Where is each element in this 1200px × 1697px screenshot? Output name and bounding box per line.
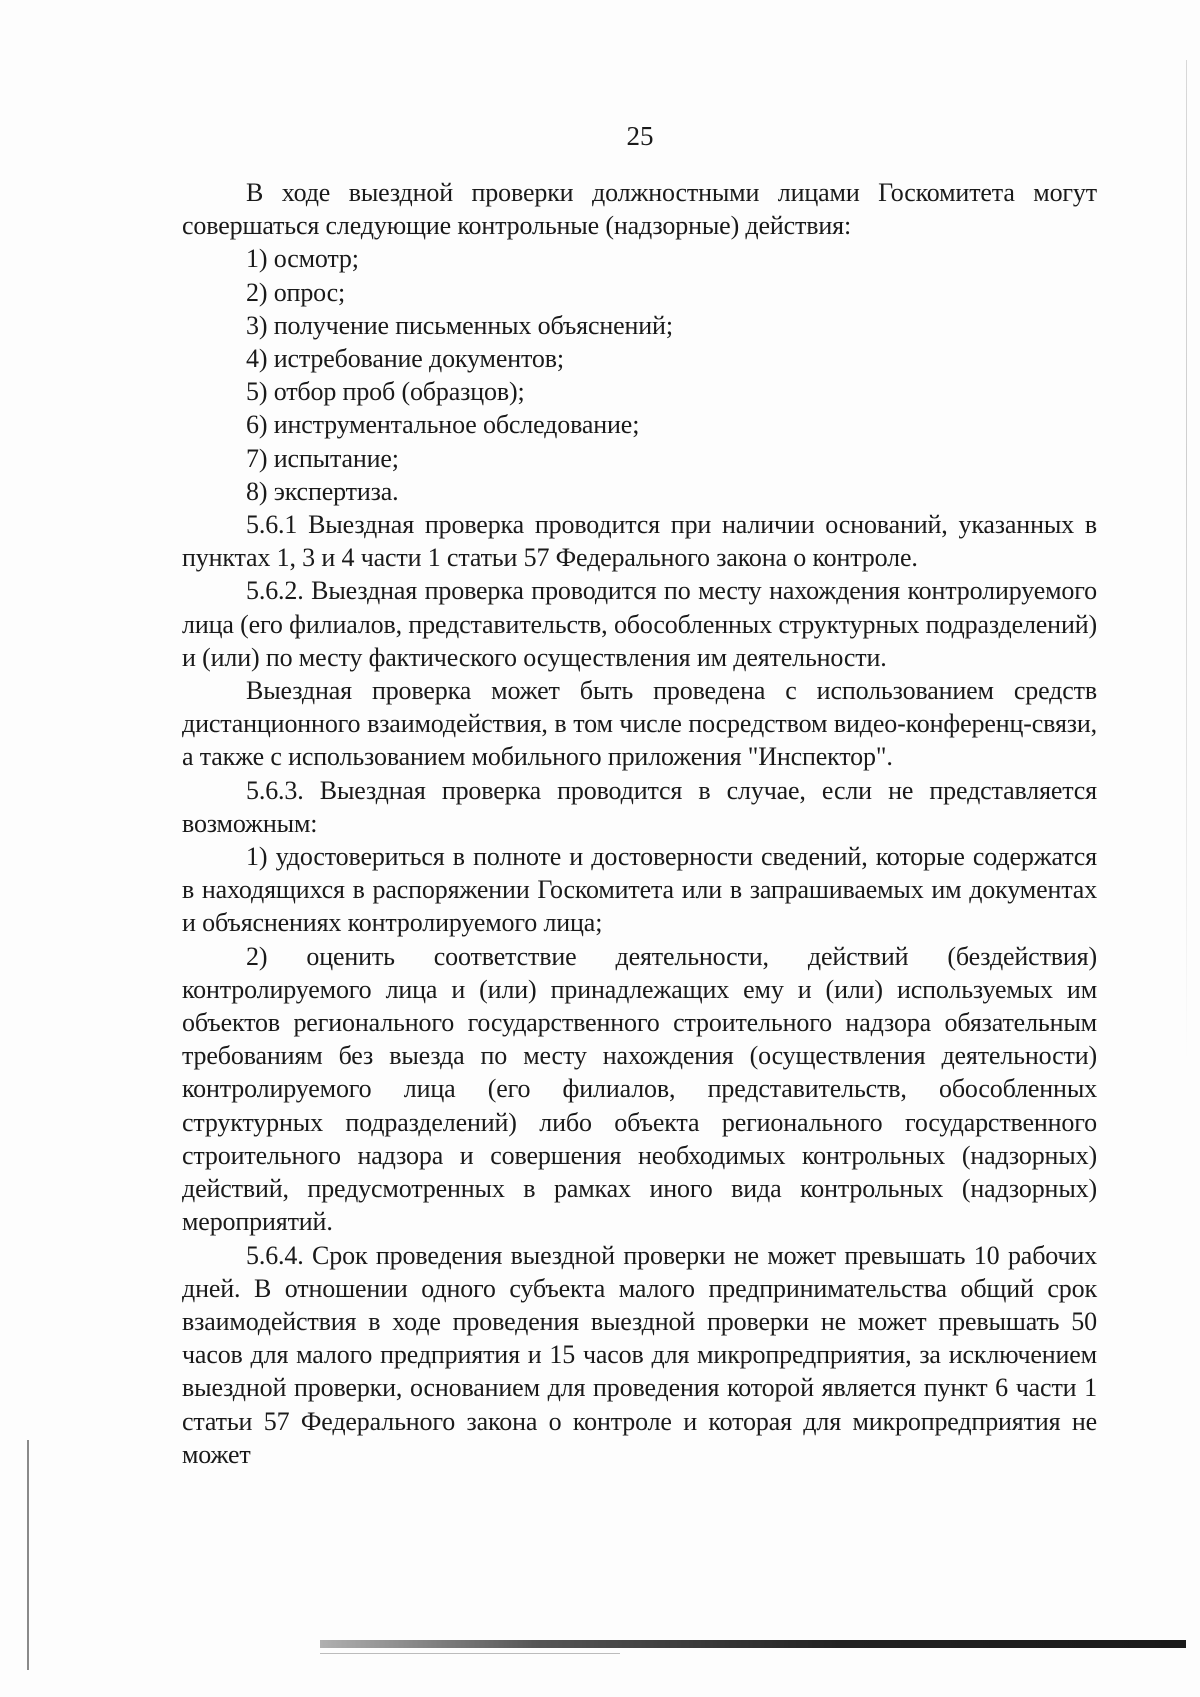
paragraph-5-6-4: 5.6.4. Срок проведения выездной проверки не может превышать 10 рабочих дней. В отношении одного субъекта малого предпринимательства общий срок взаимодействия в ходе проведения выездной проверки не может превышать 50 часов для малого предприятия и 15 часов для микропредприятия, за исключением выездной проверки, основанием для проведения которой является пункт 6 части 1 статьи 57 Федерального закона о контроле и которая для микропредприятия не может [182,1240,1097,1469]
paragraph-intro: В ходе выездной проверки должностными лицами Госкомитета могут совершаться следующие контрольные (надзорные) действия: [182,178,1097,241]
scan-edge-line-left [27,1440,29,1670]
list-item: 1) осмотр; [246,244,359,274]
paragraph-5-6-3-item-1: 1) удостовериться в полноте и достоверности сведений, которые содержатся в находящихся в распоряжении Госкомитета или в запрашиваемых им документах и объяснениях контролируемого лица; [182,842,1097,938]
list-item: 4) истребование документов; [246,344,564,374]
list-item: 3) получение письменных объяснений; [246,310,673,340]
document-body [182,176,1097,1471]
list-item: 2) опрос; [246,277,346,307]
list-item: 6) инструментальное обследование; [246,410,640,440]
paragraph-5-6-3: 5.6.3. Выездная проверка проводится в случае, если не представляется возможным: [182,775,1097,838]
page-number: 25 [626,121,654,151]
bottom-thin-rule [320,1653,620,1654]
paragraph-5-6-3-item-2: 2) оценить соответствие деятельности, действий (бездействия) контролируемого лица и (или) принадлежащих ему и (или) используемых им объектов регионального государственного строительного надзора обязательным требованиям без выезда по месту нахождения (осуществления деятельности) контролируемого лица (его филиалов, представительств, обособленных структурных подразделений) либо объекта регионального государственного строительного надзора и совершения необходимых контрольных (надзорных) действий, предусмотренных в рамках иного вида контрольных (надзорных) мероприятий. [182,941,1097,1237]
paragraph-5-6-1: 5.6.1 Выездная проверка проводится при наличии оснований, указанных в пунктах 1, 3 и 4 части 1 статьи 57 Федерального закона о контроле. [182,510,1097,573]
scan-edge-line [1186,60,1187,1060]
paragraph-5-6-2: 5.6.2. Выездная проверка проводится по месту нахождения контролируемого лица (его филиалов, представительств, обособленных структурных подразделений) и (или) по месту фактического осуществления им деятельности. [182,576,1097,672]
list-item: 5) отбор проб (образцов); [246,377,525,407]
bottom-rule [320,1640,1186,1648]
paragraph-remote-check: Выездная проверка может быть проведена с использованием средств дистанционного взаимодействия, в том числе посредством видео-конференц-связи, а также с использованием мобильного приложения "Инспектор". [182,676,1097,772]
list-item: 8) экспертиза. [246,476,399,506]
list-item: 7) испытание; [246,443,399,473]
